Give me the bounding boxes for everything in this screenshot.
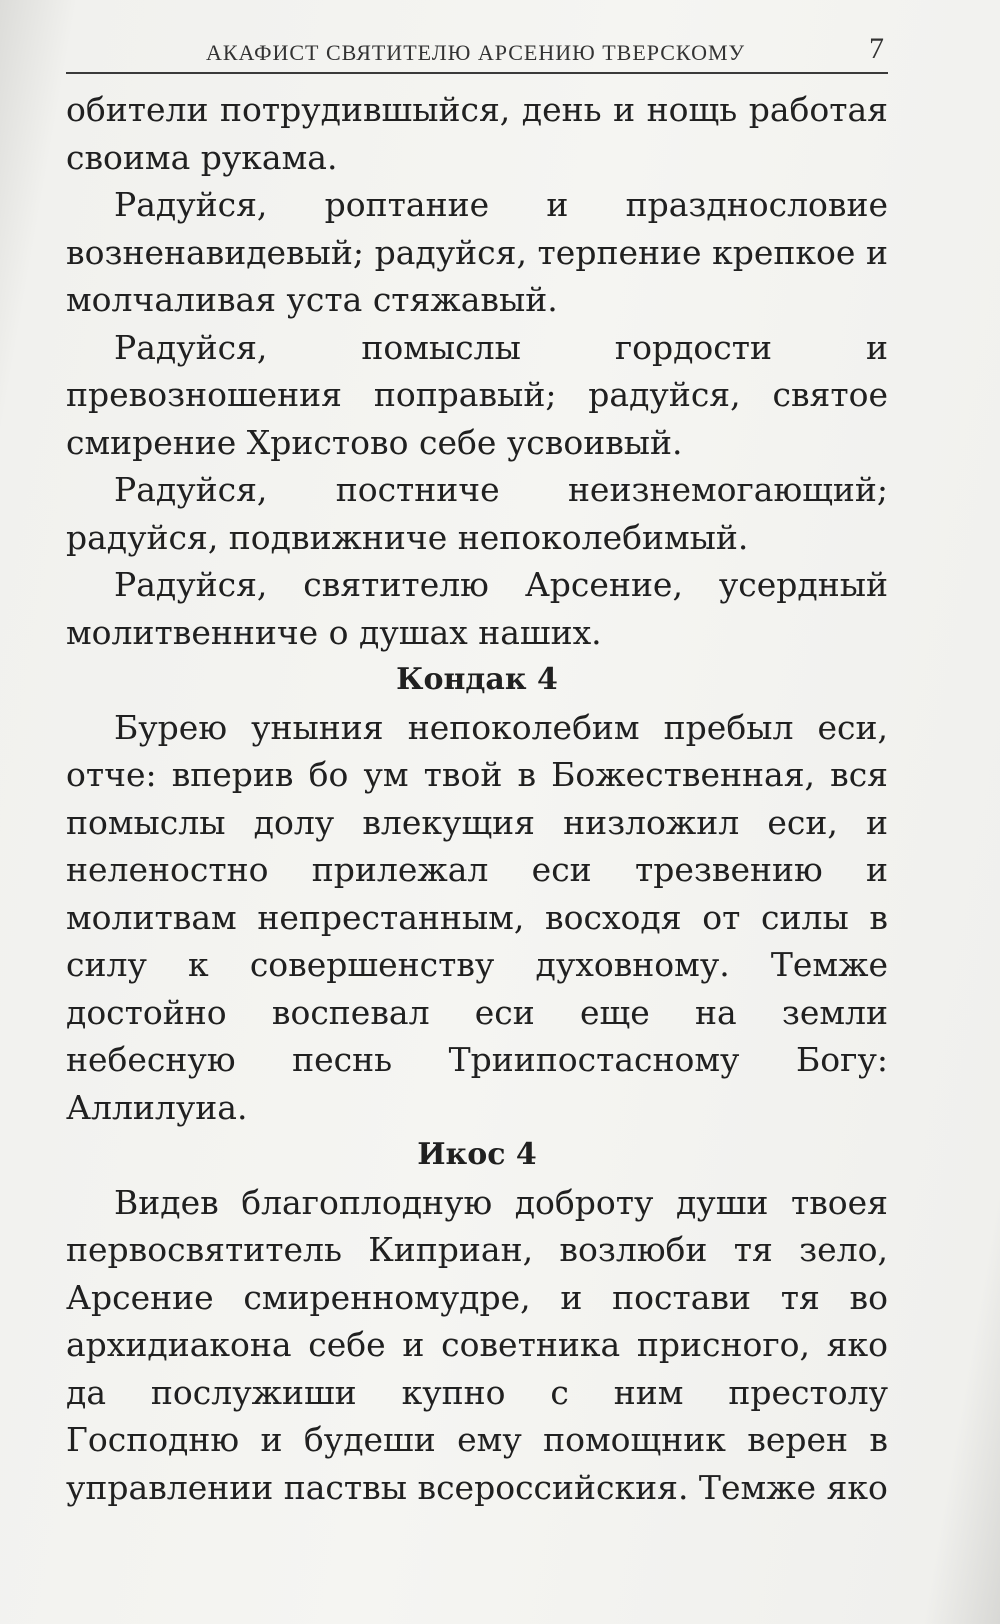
kondak-4-text: Бурею уныния непоколебим пребыл еси, отче: вперив бо ум твой в Божественная, вся помыслы долу влекущия низложил еси, и неленостно прилежал еси трезвению и молитвам непрестанным, восходя от силы в силу к совершенству духовному. Темже достойно воспевал еси еще на земли небесную песнь Триипостасному Богу: Аллилуиа.	[66, 707, 888, 1127]
ikos-4-text: Видев благоплодную доброту души твоея первосвятитель Киприан, возлюби тя зело, Арсение смиренномудре, и постави тя во архидиакона себе и советника присного, яко да послужиши купно с ним престолу Господню и будеши ему помощник верен в управлении паствы всероссийския. Темже яко	[66, 1182, 888, 1507]
running-head	[66, 32, 888, 74]
page-number: 7	[869, 32, 884, 65]
kondak-4-heading: Кондак 4	[396, 662, 558, 697]
ikos-4-heading: Икос 4	[417, 1137, 537, 1172]
paragraph-continuation: обители потрудившыйся, день и нощь работая своима рукама.	[66, 90, 888, 177]
paragraph-rejoice-1: Радуйся, роптание и празднословие возненавидевый; радуйся, терпение крепкое и молчаливая уста стяжавый.	[66, 185, 888, 319]
paragraph-rejoice-2: Радуйся, помыслы гордости и превозношения поправый; радуйся, святое смирение Христово себе усвоивый.	[66, 327, 888, 462]
paragraph-rejoice-3: Радуйся, постниче неизнемогающий; радуйся, подвижниче непоколебимый.	[66, 470, 888, 557]
paragraph-rejoice-4: Радуйся, святителю Арсение, усердный молитвенниче о душах наших.	[66, 565, 888, 652]
body-text	[66, 86, 888, 1511]
running-title: АКАФИСТ СВЯТИТЕЛЮ АРСЕНИЮ ТВЕРСКОМУ	[206, 40, 746, 65]
